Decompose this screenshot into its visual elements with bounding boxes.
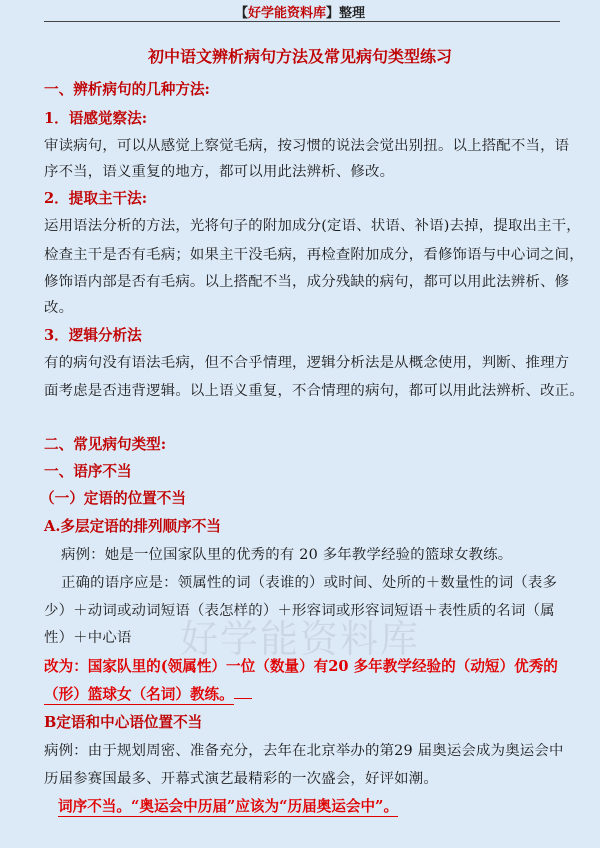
type-a-example: 病例：她是一位国家队里的优秀的有 20 多年教学经验的篮球女教练。 <box>61 547 513 563</box>
type-a-fix-text: （形）篮球女（名词）教练。 <box>44 686 234 703</box>
type-b-heading: B定语和中心语位置不当 <box>44 714 203 731</box>
type-a-fix-line-2 <box>44 683 252 704</box>
method2-line: 运用语法分析的方法，光将句子的附加成分(定语、状语、补语)去掉，提取出主干， <box>44 218 581 234</box>
section2-sub2: （一）定语的位置不当 <box>40 490 186 507</box>
method2-heading: 2．提取主干法: <box>44 190 148 207</box>
type-a-fix-line: 改为：国家队里的(领属性）一位（数量）有20 多年教学经验的（动短）优秀的 <box>44 658 558 675</box>
header-bracket-open: 【 <box>234 6 248 21</box>
section2-sub1: 一、语序不当 <box>44 463 132 480</box>
header-suffix: 整理 <box>339 6 366 21</box>
method3-heading: 3．逻辑分析法 <box>44 327 142 344</box>
method1-line: 序不当，语义重复的地方，都可以用此法辨析、修改。 <box>44 164 395 180</box>
header-bracket-close: 】 <box>326 6 340 21</box>
header-divider <box>44 21 560 22</box>
type-a-rule-line: 正确的语序应是：领属性的词（表谁的）或时间、处所的＋数量性的词（表多 <box>61 575 558 591</box>
page-header <box>0 2 600 21</box>
type-b-example-line: 历届参赛国最多、开幕式演艺最精彩的一次盛会，好评如潮。 <box>44 771 438 787</box>
method1-heading: 1．语感觉察法: <box>44 110 148 127</box>
method2-line: 修饰语内部是否有毛病。以上搭配不当，成分残缺的病句，都可以用此法辨析、修 <box>44 274 570 290</box>
method3-line: 面考虑是否违背逻辑。以上语义重复，不合情理的病句，都可以用此法辨析、改正。 <box>44 383 584 399</box>
method2-line: 改。 <box>44 300 74 316</box>
underline-tail <box>234 697 252 699</box>
watermark: 好学能资料库 <box>179 617 420 661</box>
type-b-fix-text: 词序不当。“奥运会中历届”应该为“历届奥运会中”。 <box>58 798 399 815</box>
type-a-rule-line: 少）＋动词或动词短语（表怎样的）＋形容词或形容词短语＋表性质的名词（属 <box>44 603 555 619</box>
section1-heading: 一、辨析病句的几种方法: <box>44 81 210 98</box>
type-b-example-line: 病例：由于规划周密、准备充分，去年在北京举办的第29 届奥运会成为奥运会中 <box>44 743 564 759</box>
type-b-fix-line <box>58 795 398 816</box>
method2-line: 检查主干是否有毛病；如果主干没毛病，再检查附加成分，看修饰语与中心词之间， <box>44 247 584 263</box>
method1-line: 审读病句，可以从感觉上察觉毛病，按习惯的说法会觉出别扭。以上搭配不当，语 <box>44 138 570 154</box>
method3-line: 有的病句没有语法毛病，但不合乎情理，逻辑分析法是从概念使用，判断、推理方 <box>44 355 570 371</box>
type-a-rule-line: 性）＋中心语 <box>44 630 132 646</box>
type-a-heading: A.多层定语的排列顺序不当 <box>44 518 221 535</box>
header-brand: 好学能资料库 <box>247 6 326 21</box>
document-title: 初中语文辨析病句方法及常见病句类型练习 <box>147 47 452 66</box>
section2-heading: 二、常见病句类型: <box>44 436 167 453</box>
